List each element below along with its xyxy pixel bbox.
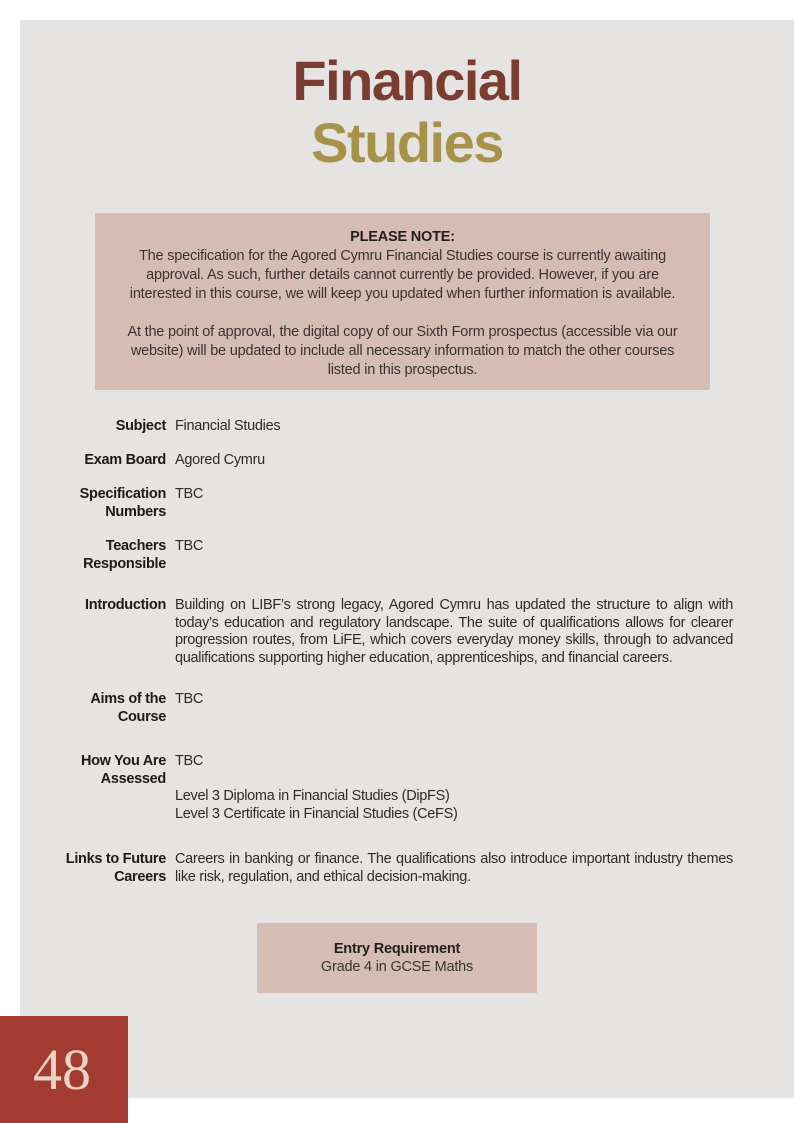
notice-heading: PLEASE NOTE: bbox=[350, 229, 455, 245]
notice-box bbox=[95, 213, 710, 390]
detail-row-exam-board bbox=[58, 452, 734, 470]
qualification-line: Level 3 Diploma in Financial Studies (DipFS) bbox=[175, 788, 450, 804]
detail-label: Aims of the Course bbox=[90, 691, 166, 725]
entry-requirement-box bbox=[257, 923, 537, 993]
page-number: 48 bbox=[33, 1037, 91, 1102]
qualification-list bbox=[175, 788, 733, 823]
notice-paragraph-1: The specification for the Agored Cymru Financial Studies course is currently awaiting approval. As such, further details cannot currently be provided. However, if you are interested in this course, we will keep you updated when further information is available. bbox=[129, 248, 676, 302]
course-title bbox=[20, 50, 794, 174]
detail-row-introduction bbox=[58, 597, 734, 667]
detail-label: Links to Future Careers bbox=[65, 851, 166, 885]
detail-value: TBC bbox=[175, 538, 204, 554]
entry-requirement-heading: Entry Requirement bbox=[333, 941, 461, 957]
detail-row-links-to-future-careers bbox=[58, 851, 734, 886]
detail-value bbox=[175, 753, 733, 823]
detail-value: Financial Studies bbox=[175, 418, 281, 434]
detail-row-how-you-are-assessed bbox=[58, 753, 734, 823]
detail-value: Careers in banking or finance. The qualifications also introduce important industry themes like risk, regulation, and ethical decision-making. bbox=[175, 851, 733, 885]
page-number-box bbox=[0, 1016, 128, 1123]
course-title-line-1: Financial bbox=[292, 49, 522, 112]
qualification-line: Level 3 Certificate in Financial Studies (CeFS) bbox=[175, 805, 458, 822]
detail-value: TBC bbox=[175, 691, 204, 707]
detail-label: Introduction bbox=[85, 597, 166, 613]
detail-label: Subject bbox=[115, 418, 166, 434]
course-title-line-2: Studies bbox=[311, 111, 503, 174]
detail-value: TBC bbox=[175, 486, 204, 502]
course-details bbox=[58, 418, 734, 886]
detail-row-teachers-responsible bbox=[58, 538, 734, 573]
detail-label: Exam Board bbox=[84, 451, 166, 468]
detail-row-aims-of-the-course bbox=[58, 691, 734, 726]
detail-row-specification-numbers bbox=[58, 486, 734, 521]
detail-row-subject bbox=[58, 418, 734, 436]
assessment-status: TBC bbox=[175, 753, 204, 769]
detail-label: Teachers Responsible bbox=[83, 538, 166, 572]
detail-label: How You Are Assessed bbox=[80, 753, 166, 787]
notice-paragraph-2: At the point of approval, the digital copy of our Sixth Form prospectus (accessible via our website) will be updated to include all necessary information to match the other courses listed in this prospectus. bbox=[127, 324, 678, 378]
detail-label: Specification Numbers bbox=[79, 486, 166, 520]
entry-requirement-value: Grade 4 in GCSE Maths bbox=[320, 959, 474, 975]
detail-value: Building on LIBF’s strong legacy, Agored Cymru has updated the structure to align with today’s education and regulatory landscape. The suite of qualifications allows for clearer progression routes, from LiFE, which covers everyday money skills, through to advanced qualifications supporting higher education, apprenticeships, and financial careers. bbox=[175, 597, 733, 666]
detail-value: Agored Cymru bbox=[175, 451, 265, 468]
